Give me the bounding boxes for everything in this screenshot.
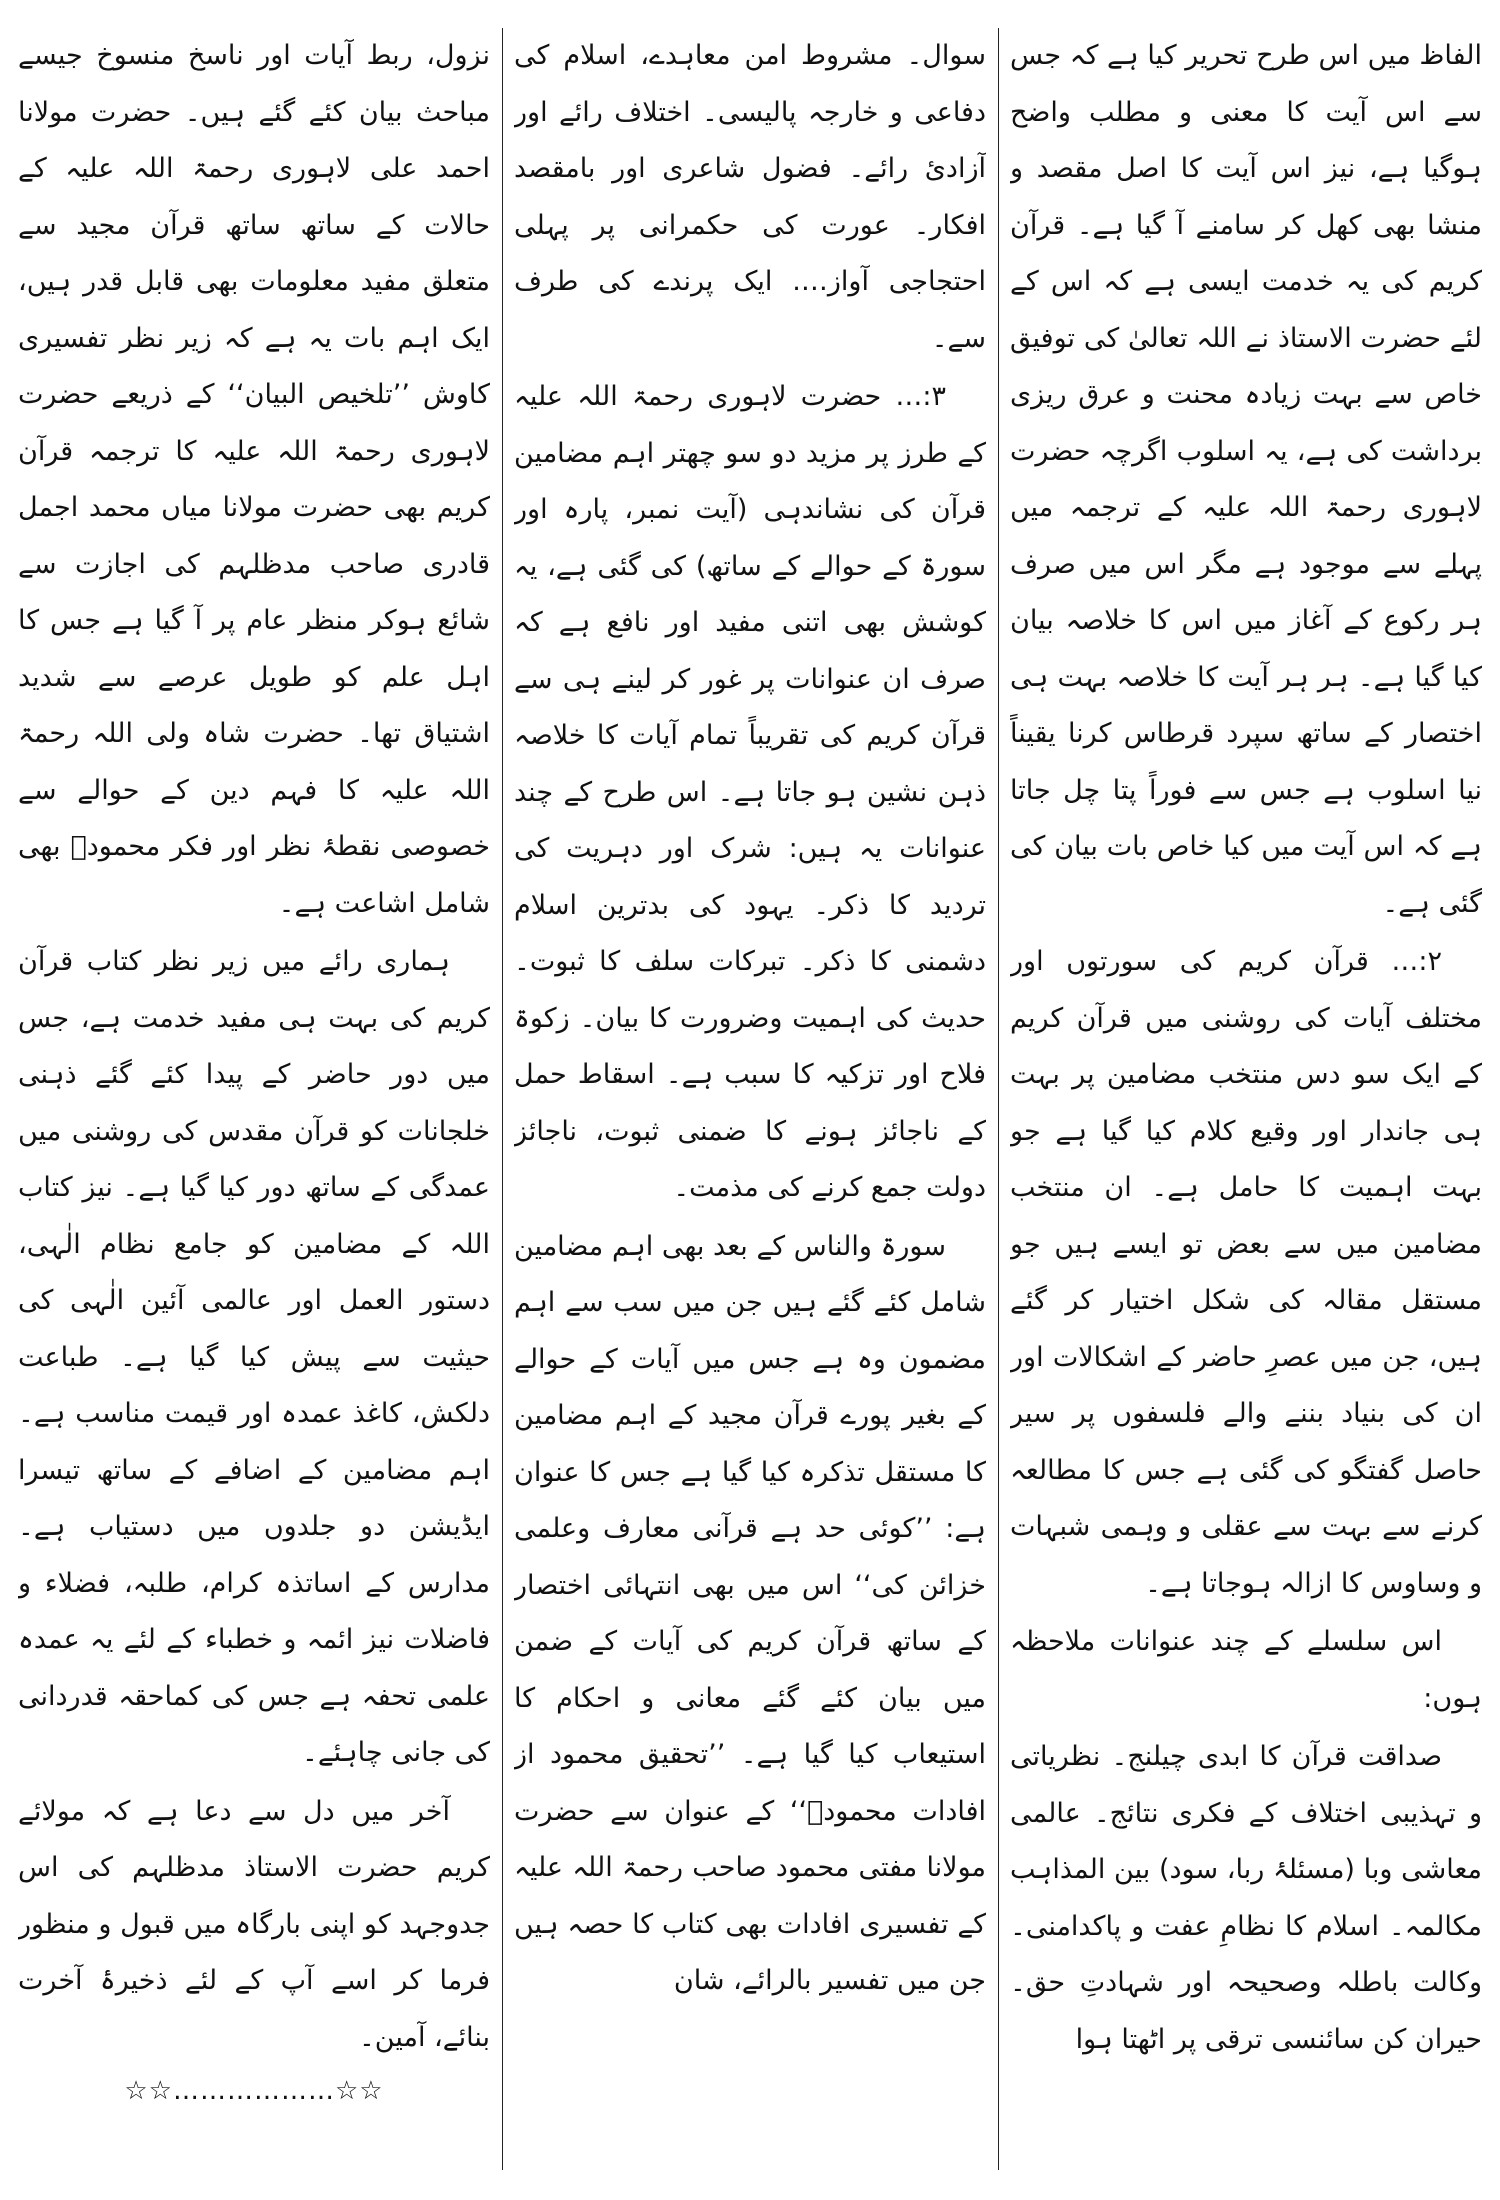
paragraph: سورۃ والناس کے بعد بھی اہم مضامین شامل کئے گئے ہیں جن میں سب سے اہم مضمون وہ ہے جس میں آیات کے حوالے کے بغیر پورے قرآن مجید کے اہم مضامین کا مستقل تذکرہ کیا گیا ہے جس کا عنوان ہے: ’’کوئی حد ہے قرآنی معارف وعلمی خزائن کی‘‘ اس میں بھی انتہائی اختصار کے ساتھ قرآن کریم کی آیات کے ضمن میں بیان کئے گئے معانی و احکام کا استیعاب کیا گیا ہے۔ ’’تحقیق محمود از افادات محمودؒ‘‘ کے عنوان سے حضرت مولانا مفتی محمود صاحب رحمۃ اللہ علیہ کے تفسیری افادات بھی کتاب کا حصہ ہیں جن میں تفسیر بالرائے، شان <box>514 1230 986 1996</box>
column-divider <box>502 28 503 2170</box>
paragraph: صداقت قرآن کا ابدی چیلنج۔ نظریاتی و تہذیبی اختلاف کے فکری نتائج۔ عالمی معاشی وبا (مسئلۂ ربا، سود) بین المذاہب مکالمہ۔ اسلام کا نظامِ عفت و پاکدامنی۔ وکالت باطلہ وصحیحہ اور شہادتِ حق۔ حیران کن سائنسی ترقی پر اٹھتا ہوا <box>1010 1741 1482 2055</box>
paragraph: آخر میں دل سے دعا ہے کہ مولائے کریم حضرت الاستاذ مدظلہم کی اس جدوجہد کو اپنی بارگاہ میں قبول و منظور فرما کر اسے آپ کے لئے ذخیرۂ آخرت بنائے، آمین۔ <box>18 1795 490 2053</box>
paragraph: ہماری رائے میں زیر نظر کتاب قرآن کریم کی بہت ہی مفید خدمت ہے، جس میں دور حاضر کے پیدا کئے گئے ذہنی خلجانات کو قرآن مقدس کی روشنی میں عمدگی کے ساتھ دور کیا گیا ہے۔ نیز کتاب اللہ کے مضامین کو جامع نظام الٰہی، دستور العمل اور عالمی آئین الٰہی کی حیثیت سے پیش کیا گیا ہے۔ طباعت دلکش، کاغذ عمدہ اور قیمت مناسب ہے۔ اہم مضامین کے اضافے کے ساتھ تیسرا ایڈیشن دو جلدوں میں دستیاب ہے۔ مدارس کے اساتذہ کرام، طلبہ، فضلاء و فاضلات نیز ائمہ و خطباء کے لئے یہ عمدہ علمی تحفہ ہے جس کی کماحقہ قدردانی کی جانی چاہئے۔ <box>18 946 490 1768</box>
column-left <box>18 28 490 2170</box>
column-divider <box>998 28 999 2170</box>
column-right <box>1010 28 1482 2170</box>
end-of-article-mark: ☆☆………………☆☆ <box>124 2076 384 2106</box>
paragraph: نزول، ربط آیات اور ناسخ منسوخ جیسے مباحث بیان کئے گئے ہیں۔ حضرت مولانا احمد علی لاہوری رحمۃ اللہ علیہ کے حالات کے ساتھ ساتھ قرآن مجید سے متعلق مفید معلومات بھی قابل قدر ہیں، ایک اہم بات یہ ہے کہ زیر نظر تفسیری کاوش ’’تلخیص البیان‘‘ کے ذریعے حضرت لاہوری رحمۃ اللہ علیہ کا ترجمہ قرآن کریم بھی حضرت مولانا میاں محمد اجمل قادری صاحب مدظلہم کی اجازت سے شائع ہوکر منظر عام پر آ گیا ہے جس کا اہل علم کو طویل عرصے سے شدید اشتیاق تھا۔ حضرت شاہ ولی اللہ رحمۃ اللہ علیہ کا فہم دین کے حوالے سے خصوصی نقطۂ نظر اور فکر محمودؒ بھی شامل اشاعت ہے۔ <box>18 40 490 919</box>
column-middle <box>514 28 986 2170</box>
paragraph: سوال۔ مشروط امن معاہدے، اسلام کی دفاعی و خارجہ پالیسی۔ اختلاف رائے اور آزادیٔ رائے۔ فضول شاعری اور بامقصد افکار۔ عورت کی حکمرانی پر پہلی احتجاجی آواز…. ایک پرندے کی طرف سے۔ <box>514 40 986 354</box>
paragraph: الفاظ میں اس طرح تحریر کیا ہے کہ جس سے اس آیت کا معنی و مطلب واضح ہوگیا ہے، نیز اس آیت کا اصل مقصد و منشا بھی کھل کر سامنے آ گیا ہے۔ قرآن کریم کی یہ خدمت ایسی ہے کہ اس کے لئے حضرت الاستاذ نے اللہ تعالیٰ کی توفیق خاص سے بہت زیادہ محنت و عرق ریزی برداشت کی ہے، یہ اسلوب اگرچہ حضرت لاہوری رحمۃ اللہ علیہ کے ترجمہ میں پہلے سے موجود ہے مگر اس میں صرف ہر رکوع کے آغاز میں اس کا خلاصہ بیان کیا گیا ہے۔ ہر ہر آیت کا خلاصہ بہت ہی اختصار کے ساتھ سپرد قرطاس کرنا یقیناً نیا اسلوب ہے جس سے فوراً پتا چل جاتا ہے کہ اس آیت میں کیا خاص بات بیان کی گئی ہے۔ <box>1010 40 1482 919</box>
paragraph: اس سلسلے کے چند عنوانات ملاحظہ ہوں: <box>1010 1626 1482 1714</box>
paragraph: ۲:… قرآن کریم کی سورتوں اور مختلف آیات کی روشنی میں قرآن کریم کے ایک سو دس منتخب مضامین پر بہت ہی جاندار اور وقیع کلام کیا گیا ہے جو بہت اہمیت کا حامل ہے۔ ان منتخب مضامین میں سے بعض تو ایسے ہیں جو مستقل مقالہ کی شکل اختیار کر گئے ہیں، جن میں عصرِ حاضر کے اشکالات اور ان کی بنیاد بننے والے فلسفوں پر سیر حاصل گفتگو کی گئی ہے جس کا مطالعہ کرنے سے بہت سے عقلی و وہمی شبہات و وساوس کا ازالہ ہوجاتا ہے۔ <box>1010 946 1482 1599</box>
article-columns <box>18 28 1482 2170</box>
paragraph: ۳:… حضرت لاہوری رحمۃ اللہ علیہ کے طرز پر مزید دو سو چھتر اہم مضامین قرآن کی نشاندہی (آیت نمبر، پارہ اور سورۃ کے حوالے کے ساتھ) کی گئی ہے، یہ کوشش بھی اتنی مفید اور نافع ہے کہ صرف ان عنوانات پر غور کر لینے ہی سے قرآن کریم کی تقریباً تمام آیات کا خلاصہ ذہن نشین ہو جاتا ہے۔ اس طرح کے چند عنوانات یہ ہیں: شرک اور دہریت کی تردید کا ذکر۔ یہود کی بدترین اسلام دشمنی کا ذکر۔ تبرکات سلف کا ثبوت۔ حدیث کی اہمیت وضرورت کا بیان۔ زکوۃ فلاح اور تزکیہ کا سبب ہے۔ اسقاط حمل کے ناجائز ہونے کا ضمنی ثبوت، ناجائز دولت جمع کرنے کی مذمت۔ <box>514 381 986 1203</box>
